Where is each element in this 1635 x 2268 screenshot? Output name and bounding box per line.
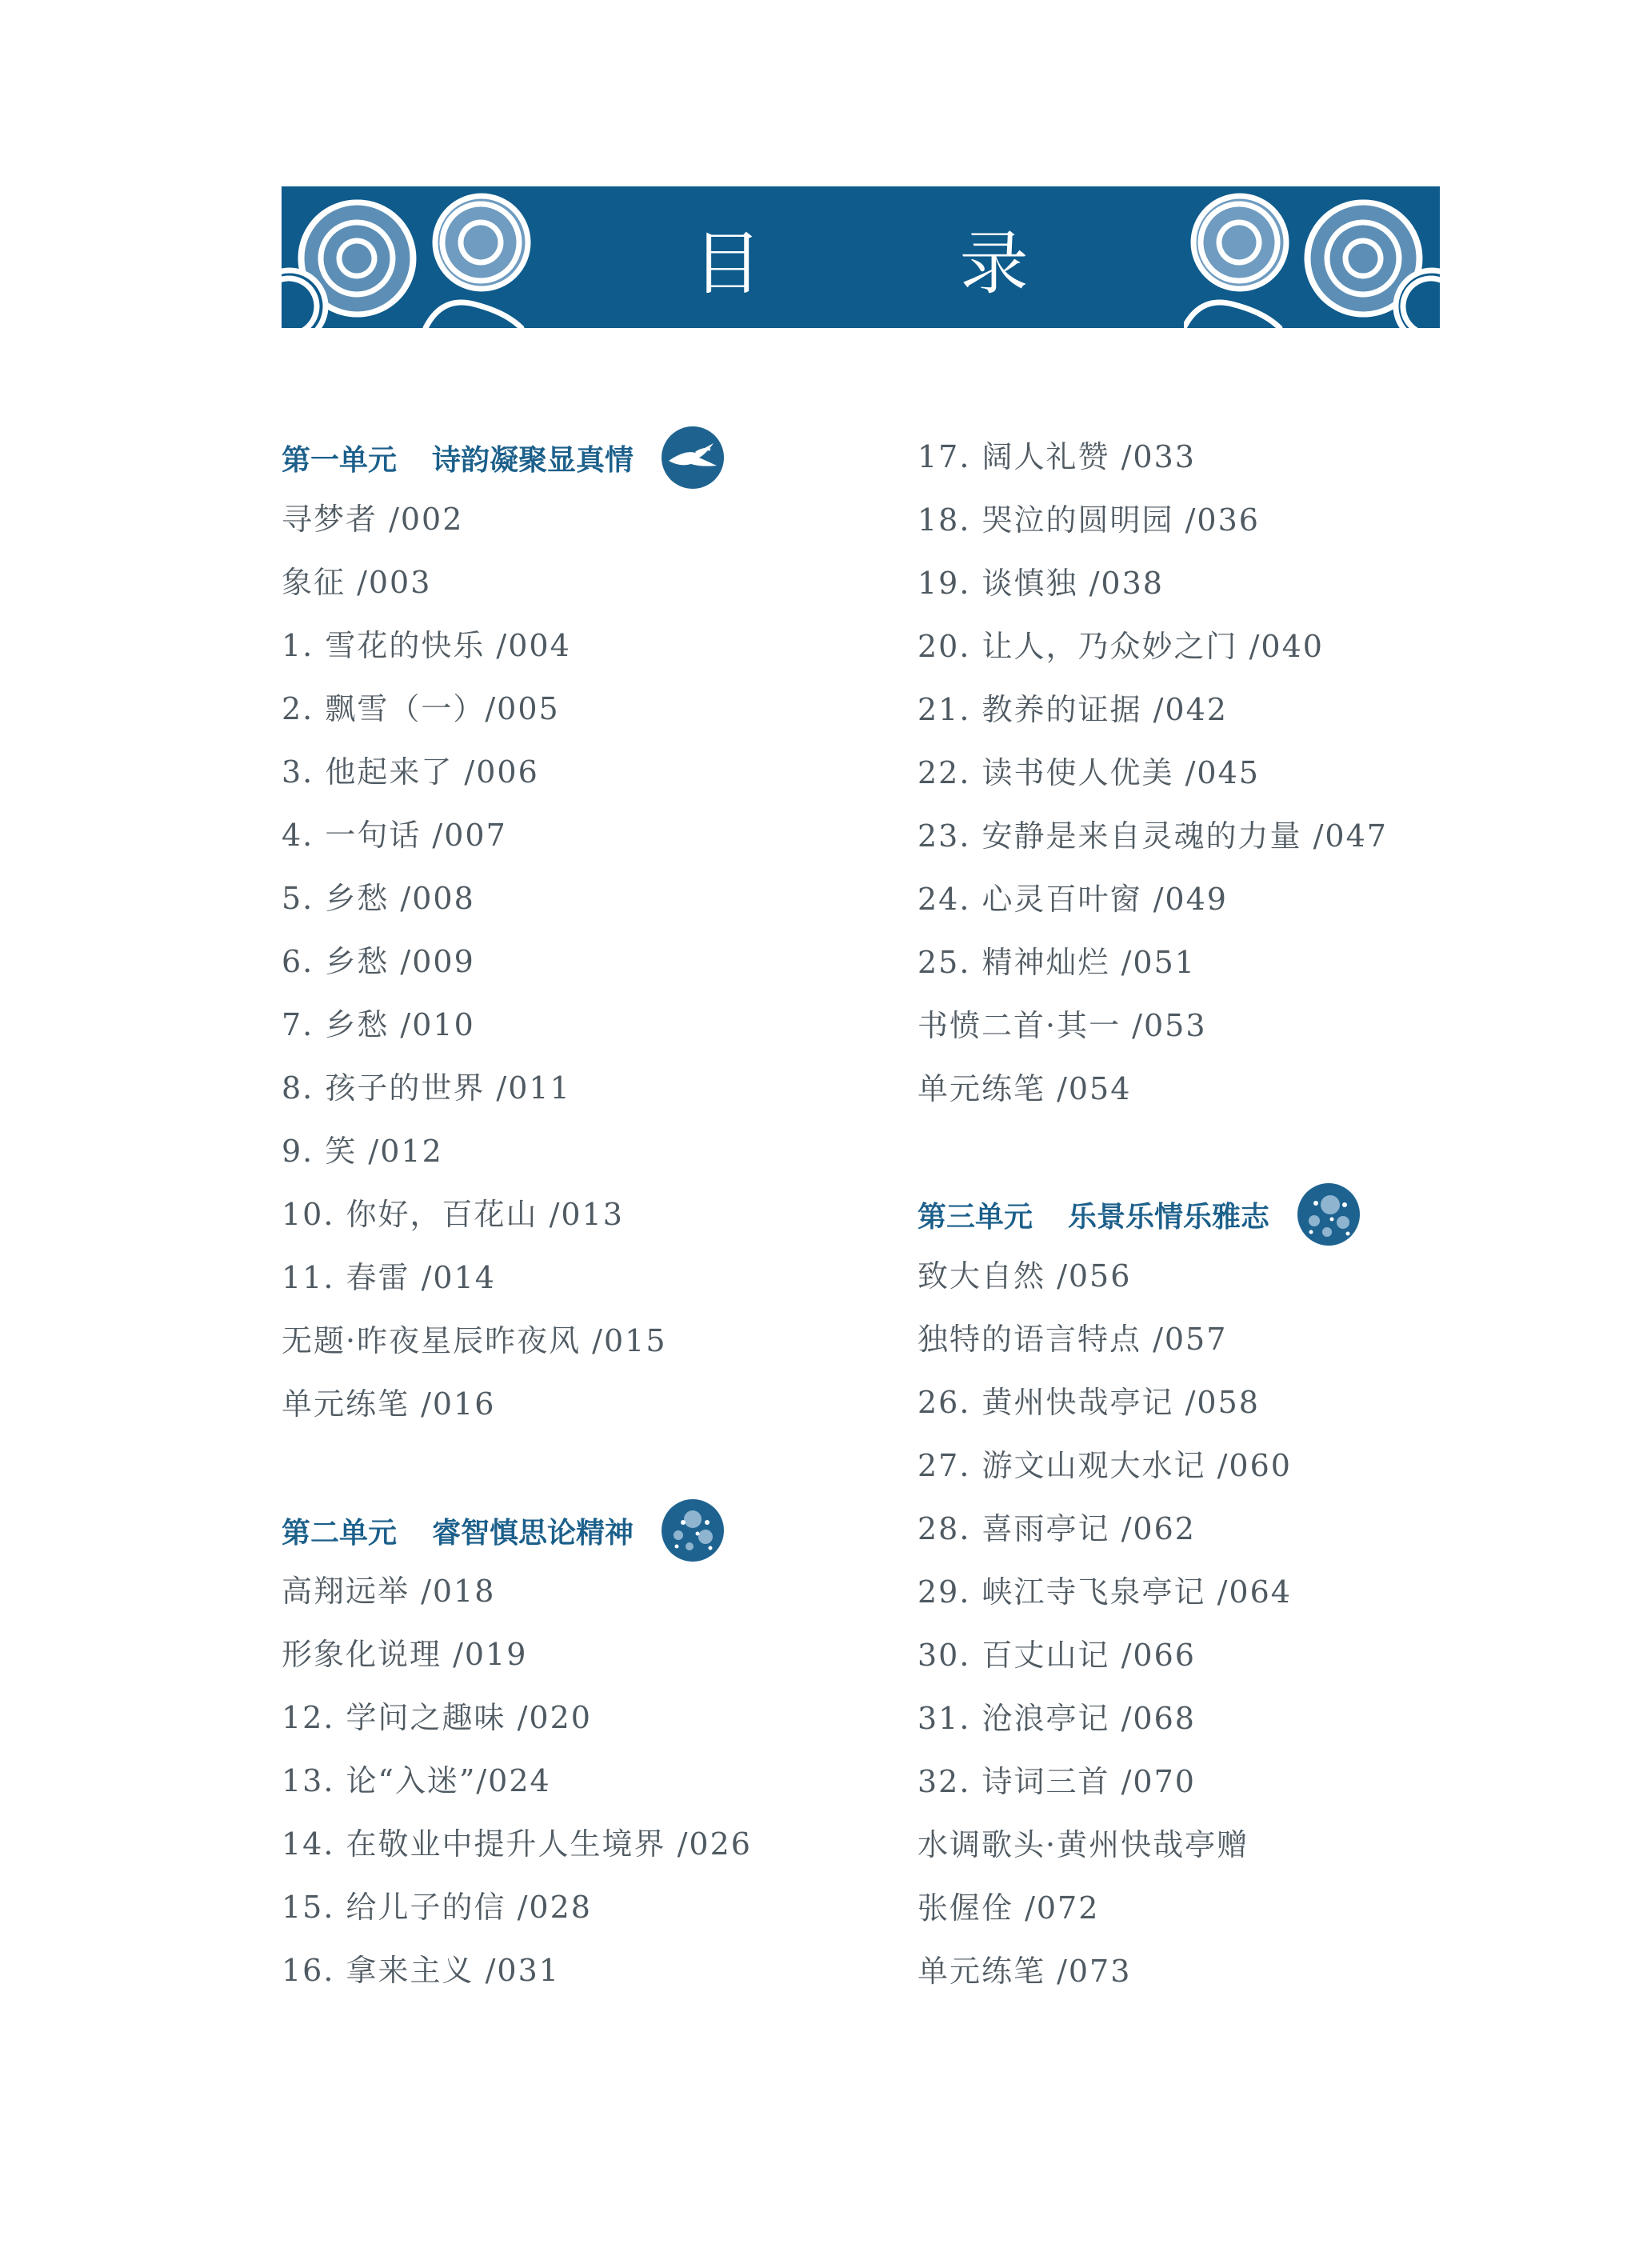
- toc-entry[interactable]: 16. 拿来主义 /031: [282, 1953, 560, 1988]
- toc-entry[interactable]: 寻梦者 /002: [282, 502, 464, 537]
- section-heading-unit-1: [282, 426, 725, 490]
- toc-entry[interactable]: 2. 飘雪（一）/005: [282, 691, 560, 726]
- toc-entry[interactable]: 24. 心灵百叶窗 /049: [917, 882, 1228, 917]
- toc-entry[interactable]: 28. 喜雨亭记 /062: [917, 1511, 1196, 1546]
- toc-entry[interactable]: 单元练笔 /073: [917, 1954, 1132, 1989]
- unit-theme: 睿智慎思论精神: [432, 1516, 634, 1550]
- toc-entry[interactable]: 10. 你好，百花山 /013: [282, 1197, 624, 1232]
- toc-entry[interactable]: 20. 让人，乃众妙之门 /040: [917, 629, 1324, 664]
- cloud-ornament-right-icon: [1184, 186, 1440, 328]
- toc-entry[interactable]: 独特的语言特点 /057: [917, 1322, 1228, 1357]
- toc-entry[interactable]: 31. 沧浪亭记 /068: [917, 1701, 1196, 1736]
- toc-entry[interactable]: 高翔远举 /018: [282, 1574, 496, 1609]
- toc-entry[interactable]: 书愤二首·其一 /053: [917, 1008, 1207, 1043]
- unit-theme: 诗韵凝聚显真情: [432, 443, 634, 477]
- toc-entry[interactable]: 形象化说理 /019: [282, 1637, 528, 1672]
- toc-entry[interactable]: 4. 一句话 /007: [282, 818, 507, 853]
- toc-entry[interactable]: 张偓佺 /072: [917, 1890, 1100, 1926]
- toc-entry[interactable]: 30. 百丈山记 /066: [917, 1638, 1196, 1673]
- unit-label: 第三单元: [917, 1200, 1033, 1234]
- toc-entry[interactable]: 3. 他起来了 /006: [282, 754, 539, 790]
- toc-entry[interactable]: 象征 /003: [282, 565, 432, 600]
- toc-entry[interactable]: 8. 孩子的世界 /011: [282, 1070, 571, 1106]
- dots-icon: [661, 1498, 725, 1562]
- toc-entry[interactable]: 32. 诗词三首 /070: [917, 1764, 1196, 1799]
- unit-label: 第一单元: [282, 443, 398, 477]
- toc-entry[interactable]: 15. 给儿子的信 /028: [282, 1890, 592, 1925]
- crane-icon: [661, 426, 725, 490]
- toc-entry[interactable]: 25. 精神灿烂 /051: [917, 945, 1196, 980]
- toc-entry[interactable]: 19. 谈慎独 /038: [917, 566, 1164, 601]
- section-heading-unit-2: [282, 1498, 725, 1562]
- toc-entry[interactable]: 6. 乡愁 /009: [282, 944, 475, 979]
- toc-entry[interactable]: 18. 哭泣的圆明园 /036: [917, 502, 1260, 538]
- unit-theme: 乐景乐情乐雅志: [1068, 1200, 1270, 1234]
- toc-entry[interactable]: 5. 乡愁 /008: [282, 881, 475, 916]
- toc-entry[interactable]: 11. 春雷 /014: [282, 1260, 496, 1295]
- section-heading-unit-3: [917, 1182, 1361, 1246]
- toc-entry[interactable]: 27. 游文山观大水记 /060: [917, 1448, 1292, 1483]
- toc-entry[interactable]: 水调歌头·黄州快哉亭赠: [917, 1827, 1249, 1862]
- toc-entry[interactable]: 单元练笔 /016: [282, 1386, 496, 1422]
- toc-entry[interactable]: 23. 安静是来自灵魂的力量 /047: [917, 818, 1388, 854]
- dots-icon: [1297, 1182, 1361, 1246]
- toc-entry[interactable]: 12. 学问之趣味 /020: [282, 1700, 592, 1735]
- toc-entry[interactable]: 22. 读书使人优美 /045: [917, 755, 1260, 790]
- toc-entry[interactable]: 无题·昨夜星辰昨夜风 /015: [282, 1323, 667, 1358]
- toc-entry[interactable]: 单元练笔 /054: [917, 1071, 1132, 1106]
- toc-entry[interactable]: 13. 论“入迷”/024: [282, 1763, 551, 1798]
- page-title: 目 录: [693, 223, 1117, 304]
- toc-entry[interactable]: 致大自然 /056: [917, 1258, 1132, 1294]
- toc-entry[interactable]: 21. 教养的证据 /042: [917, 692, 1228, 727]
- toc-entry[interactable]: 29. 峡江寺飞泉亭记 /064: [917, 1574, 1292, 1610]
- toc-entry[interactable]: 26. 黄州快哉亭记 /058: [917, 1385, 1260, 1420]
- unit-label: 第二单元: [282, 1516, 398, 1550]
- toc-entry[interactable]: 1. 雪花的快乐 /004: [282, 628, 571, 663]
- toc-entry[interactable]: 7. 乡愁 /010: [282, 1007, 475, 1042]
- toc-entry[interactable]: 9. 笑 /012: [282, 1134, 443, 1169]
- toc-entry[interactable]: 14. 在敬业中提升人生境界 /026: [282, 1826, 752, 1862]
- toc-entry[interactable]: 17. 阔人礼赞 /033: [917, 439, 1196, 474]
- title-banner: [282, 186, 1440, 328]
